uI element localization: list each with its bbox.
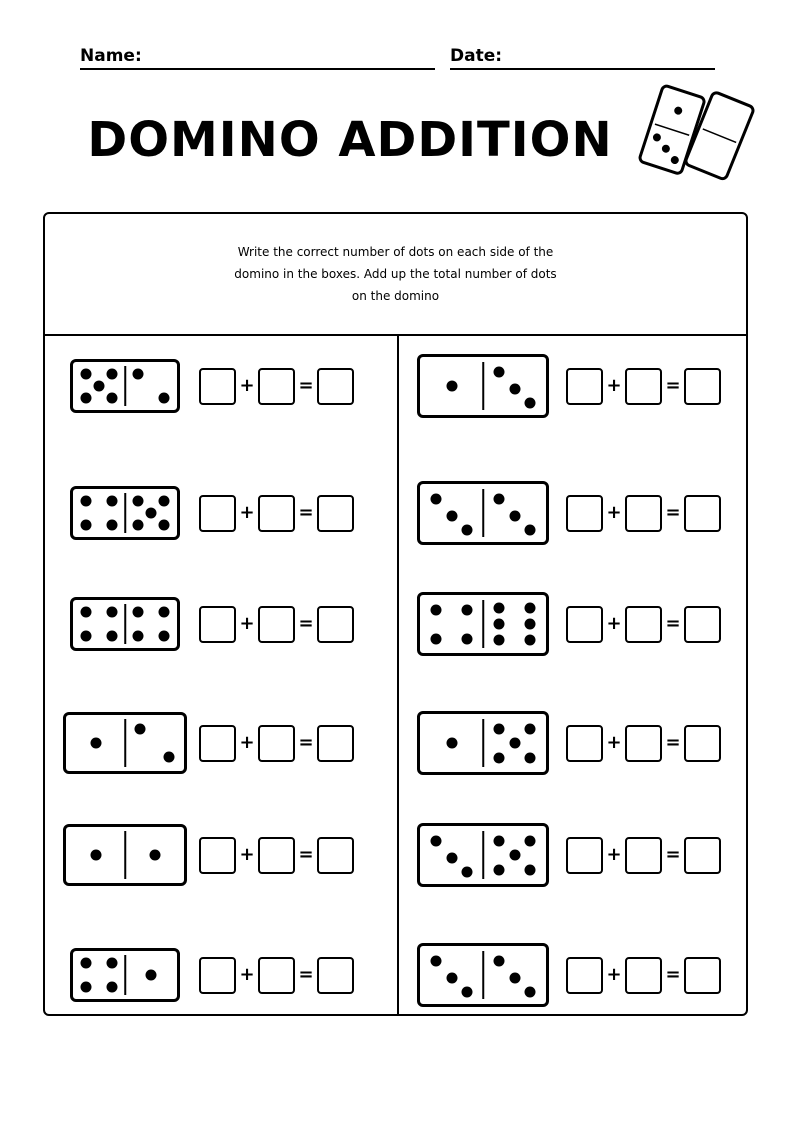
domino-tile — [417, 592, 549, 656]
right-count-box[interactable] — [625, 606, 662, 643]
domino-pip — [493, 493, 504, 504]
addition-equation — [566, 493, 721, 533]
left-count-box[interactable] — [566, 957, 603, 994]
name-label: Name: — [80, 46, 142, 66]
equals-sign: = — [298, 613, 314, 634]
total-box[interactable] — [684, 957, 721, 994]
domino-pip — [462, 867, 473, 878]
domino-tile — [417, 943, 549, 1007]
total-box[interactable] — [684, 495, 721, 532]
domino-right-half — [125, 489, 177, 537]
domino-pip — [525, 835, 536, 846]
domino-right-half — [483, 946, 546, 1004]
equals-sign: = — [665, 375, 681, 396]
domino-pip — [81, 369, 92, 380]
name-line[interactable] — [80, 68, 435, 70]
equals-sign: = — [298, 732, 314, 753]
left-count-box[interactable] — [199, 725, 236, 762]
total-box[interactable] — [317, 606, 354, 643]
equals-sign: = — [298, 964, 314, 985]
domino-pip — [493, 723, 504, 734]
date-line[interactable] — [450, 68, 715, 70]
domino-pip — [134, 724, 145, 735]
right-count-box[interactable] — [625, 837, 662, 874]
domino-left-half — [66, 715, 125, 771]
domino-pip — [430, 955, 441, 966]
domino-right-half — [125, 715, 184, 771]
domino-pip — [525, 987, 536, 998]
plus-sign: + — [239, 613, 255, 634]
left-count-box[interactable] — [566, 368, 603, 405]
domino-pip — [107, 958, 118, 969]
domino-pip — [493, 955, 504, 966]
domino-pip — [107, 631, 118, 642]
domino-left-half — [73, 951, 125, 999]
domino-pip — [164, 752, 175, 763]
domino-right-half — [483, 357, 546, 415]
left-count-box[interactable] — [199, 606, 236, 643]
addition-equation — [566, 835, 721, 875]
domino-left-half — [73, 362, 125, 410]
plus-sign: + — [606, 732, 622, 753]
domino-left-half — [66, 827, 125, 883]
addition-equation — [199, 366, 354, 406]
equals-sign: = — [665, 502, 681, 523]
right-count-box[interactable] — [258, 725, 295, 762]
domino-pip — [493, 635, 504, 646]
domino-right-half — [125, 827, 184, 883]
domino-pip — [509, 972, 520, 983]
equals-sign: = — [665, 613, 681, 634]
total-box[interactable] — [317, 837, 354, 874]
right-count-box[interactable] — [258, 368, 295, 405]
right-count-box[interactable] — [258, 837, 295, 874]
addition-equation — [199, 955, 354, 995]
domino-pip — [493, 752, 504, 763]
domino-pip — [159, 496, 170, 507]
domino-pip — [107, 369, 118, 380]
addition-equation — [566, 366, 721, 406]
right-count-box[interactable] — [258, 957, 295, 994]
domino-pip — [149, 850, 160, 861]
domino-pip — [159, 631, 170, 642]
domino-pip — [462, 633, 473, 644]
domino-pip — [90, 850, 101, 861]
domino-tile — [417, 823, 549, 887]
domino-pip — [462, 987, 473, 998]
domino-pip — [107, 520, 118, 531]
domino-left-half — [73, 489, 125, 537]
left-count-box[interactable] — [566, 837, 603, 874]
instructions-text: Write the correct number of dots on each side of the domino in the boxes. Add up the total number of dots on the domino — [234, 245, 557, 303]
domino-pip — [462, 525, 473, 536]
domino-left-half — [420, 714, 483, 772]
domino-pip — [493, 602, 504, 613]
plus-sign: + — [239, 375, 255, 396]
right-count-box[interactable] — [625, 368, 662, 405]
domino-left-half — [420, 946, 483, 1004]
left-count-box[interactable] — [199, 957, 236, 994]
right-count-box[interactable] — [258, 495, 295, 532]
instructions-panel — [45, 214, 746, 336]
domino-right-half — [483, 826, 546, 884]
total-box[interactable] — [317, 495, 354, 532]
addition-equation — [566, 723, 721, 763]
total-box[interactable] — [317, 957, 354, 994]
domino-right-half — [125, 951, 177, 999]
domino-pip — [446, 852, 457, 863]
date-label: Date: — [450, 46, 503, 66]
domino-tile — [63, 712, 187, 774]
domino-pip — [90, 738, 101, 749]
left-count-box[interactable] — [566, 495, 603, 532]
left-count-box[interactable] — [566, 725, 603, 762]
domino-pip — [107, 607, 118, 618]
domino-pip — [493, 366, 504, 377]
left-count-box[interactable] — [199, 837, 236, 874]
domino-pip — [81, 958, 92, 969]
domino-pip — [133, 369, 144, 380]
right-count-box[interactable] — [625, 495, 662, 532]
domino-tile — [70, 597, 180, 651]
plus-sign: + — [606, 613, 622, 634]
domino-pip — [446, 381, 457, 392]
domino-tile — [70, 486, 180, 540]
domino-pip — [525, 723, 536, 734]
domino-pip — [509, 738, 520, 749]
domino-pip — [430, 835, 441, 846]
domino-pip — [525, 635, 536, 646]
domino-left-half — [420, 484, 483, 542]
addition-equation — [199, 835, 354, 875]
domino-right-half — [483, 484, 546, 542]
domino-pip — [462, 604, 473, 615]
equals-sign: = — [665, 732, 681, 753]
domino-pip — [146, 508, 157, 519]
equals-sign: = — [298, 502, 314, 523]
domino-pip — [81, 393, 92, 404]
domino-tile — [417, 354, 549, 418]
domino-right-half — [483, 714, 546, 772]
domino-pip — [446, 972, 457, 983]
plus-sign: + — [606, 844, 622, 865]
plus-sign: + — [239, 732, 255, 753]
right-count-box[interactable] — [625, 725, 662, 762]
domino-pip — [525, 619, 536, 630]
domino-pip — [525, 398, 536, 409]
domino-pip — [107, 496, 118, 507]
domino-tile — [63, 824, 187, 886]
domino-pip — [133, 520, 144, 531]
plus-sign: + — [606, 964, 622, 985]
domino-pip — [525, 752, 536, 763]
page-title: DOMINO ADDITION — [87, 112, 613, 168]
domino-pip — [133, 496, 144, 507]
domino-left-half — [420, 826, 483, 884]
domino-pip — [159, 393, 170, 404]
plus-sign: + — [239, 502, 255, 523]
total-box[interactable] — [684, 368, 721, 405]
domino-pip — [81, 520, 92, 531]
addition-equation — [199, 493, 354, 533]
right-count-box[interactable] — [625, 957, 662, 994]
equals-sign: = — [298, 375, 314, 396]
domino-pip — [159, 607, 170, 618]
total-box[interactable] — [684, 606, 721, 643]
domino-pip — [430, 604, 441, 615]
equals-sign: = — [298, 844, 314, 865]
domino-pair-icon — [628, 80, 758, 190]
domino-pip — [446, 738, 457, 749]
domino-pip — [430, 493, 441, 504]
domino-pip — [493, 864, 504, 875]
domino-pip — [133, 631, 144, 642]
domino-pip — [525, 525, 536, 536]
domino-pip — [81, 631, 92, 642]
domino-pip — [525, 602, 536, 613]
plus-sign: + — [606, 502, 622, 523]
domino-pip — [509, 510, 520, 521]
domino-pip — [493, 619, 504, 630]
domino-tile — [70, 948, 180, 1002]
total-box[interactable] — [317, 725, 354, 762]
addition-equation — [566, 955, 721, 995]
domino-tile — [417, 711, 549, 775]
equals-sign: = — [665, 964, 681, 985]
domino-pip — [81, 982, 92, 993]
domino-left-half — [420, 357, 483, 415]
domino-left-half — [420, 595, 483, 653]
domino-pip — [525, 864, 536, 875]
domino-pip — [107, 393, 118, 404]
domino-pip — [493, 835, 504, 846]
domino-pip — [446, 510, 457, 521]
domino-right-half — [125, 362, 177, 410]
total-box[interactable] — [684, 837, 721, 874]
domino-tile — [70, 359, 180, 413]
domino-pip — [430, 633, 441, 644]
left-count-box[interactable] — [199, 495, 236, 532]
domino-pip — [107, 982, 118, 993]
domino-pip — [94, 381, 105, 392]
right-count-box[interactable] — [258, 606, 295, 643]
domino-right-half — [125, 600, 177, 648]
addition-equation — [199, 723, 354, 763]
plus-sign: + — [239, 844, 255, 865]
domino-pip — [509, 850, 520, 861]
plus-sign: + — [606, 375, 622, 396]
domino-tile — [417, 481, 549, 545]
domino-pip — [159, 520, 170, 531]
total-box[interactable] — [317, 368, 354, 405]
domino-pip — [133, 607, 144, 618]
column-divider — [397, 336, 399, 1016]
domino-right-half — [483, 595, 546, 653]
domino-pip — [81, 607, 92, 618]
left-count-box[interactable] — [566, 606, 603, 643]
addition-equation — [199, 604, 354, 644]
domino-left-half — [73, 600, 125, 648]
left-count-box[interactable] — [199, 368, 236, 405]
equals-sign: = — [665, 844, 681, 865]
addition-equation — [566, 604, 721, 644]
domino-pip — [509, 383, 520, 394]
domino-pip — [81, 496, 92, 507]
domino-pip — [146, 970, 157, 981]
plus-sign: + — [239, 964, 255, 985]
total-box[interactable] — [684, 725, 721, 762]
